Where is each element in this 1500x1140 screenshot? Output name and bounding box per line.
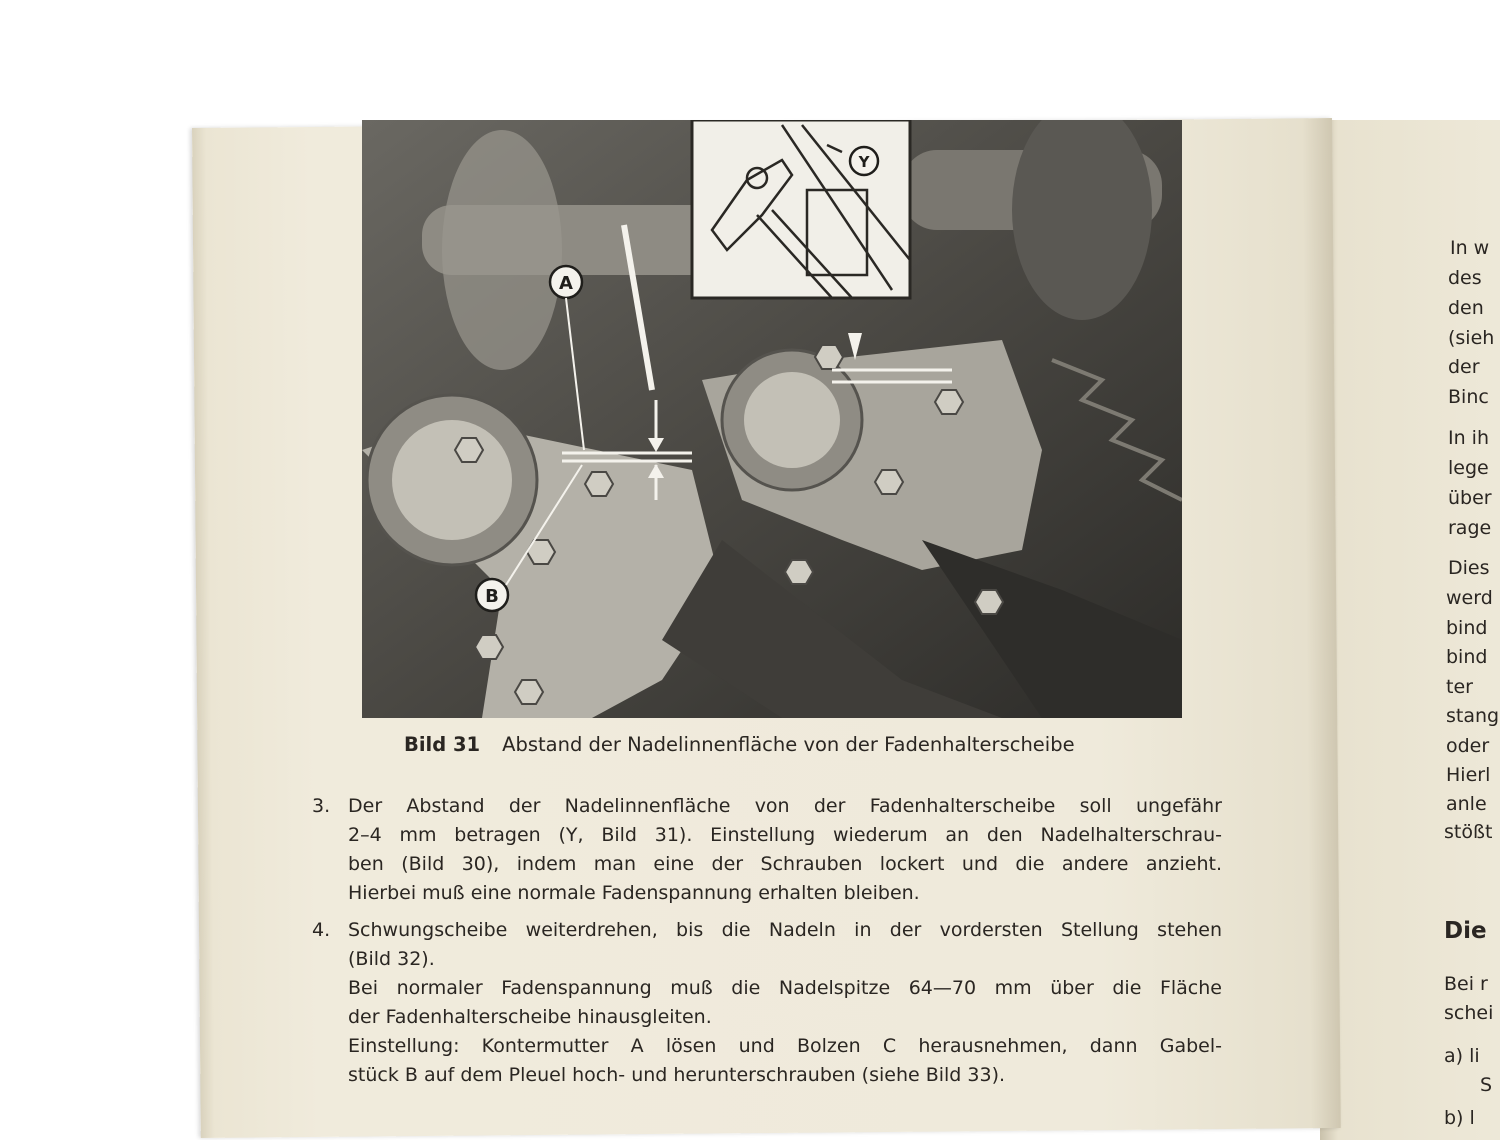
item-text (348, 792, 1222, 908)
instruction-item (312, 792, 1222, 908)
right-page-fragment: oder (1446, 735, 1490, 757)
instruction-list (312, 792, 1222, 1098)
text-line: Einstellung: Kontermutter A lösen und Bolzen C herausnehmen, dann Gabel- (348, 1035, 1222, 1057)
text-line: Bei normaler Fadenspannung muß die Nadelspitze 64—70 mm über die Fläche (348, 977, 1222, 999)
right-page-fragment: b) l (1444, 1107, 1475, 1129)
right-page-fragment: der (1448, 356, 1480, 378)
callout-y-label: Y (858, 153, 870, 171)
right-page-heading: Die (1444, 918, 1487, 944)
right-page-fragment: bind (1446, 617, 1488, 639)
text-line: Schwungscheibe weiterdrehen, bis die Nadeln in der vordersten Stellung stehen (348, 919, 1222, 941)
right-page-fragment: ter (1446, 676, 1473, 698)
right-page-fragment: anle (1446, 793, 1487, 815)
instruction-item (312, 916, 1222, 1090)
right-page-fragment: Bei r (1444, 973, 1488, 995)
callout-b-label: B (485, 586, 499, 607)
callout-a-label: A (559, 273, 573, 294)
figure-photo (362, 120, 1182, 718)
right-page-fragment: werd (1446, 587, 1493, 609)
right-page-fragment: In ih (1448, 427, 1490, 449)
caption-number: Bild 31 (404, 733, 481, 756)
text-line: 2–4 mm betragen (Y, Bild 31). Einstellung wiederum an den Nadelhalterschrau- (348, 824, 1222, 846)
right-page-fragment: Binc (1448, 386, 1489, 408)
right-page-fragment: über (1448, 487, 1492, 509)
item-number: 3. (312, 795, 331, 817)
right-page-fragment: a) li (1444, 1045, 1480, 1067)
callout-y (850, 147, 878, 175)
right-page-fragment: stößt (1444, 821, 1493, 843)
text-line: Hierbei muß eine normale Fadenspannung erhalten bleiben. (348, 882, 920, 904)
right-page-fragment: rage (1448, 517, 1492, 539)
right-page-fragment: schei (1444, 1002, 1494, 1024)
caption-text: Abstand der Nadelinnenfläche von der Fadenhalterscheibe (502, 733, 1075, 756)
right-page-fragment: Hierl (1446, 764, 1491, 786)
right-page-fragment: stang (1446, 705, 1500, 727)
machine-photo-drawing (362, 120, 1182, 718)
text-line: stück B auf dem Pleuel hoch- und herunterschrauben (siehe Bild 33). (348, 1064, 1006, 1086)
right-page-fragment: S (1480, 1074, 1493, 1096)
callout-b (476, 579, 508, 611)
text-line: Der Abstand der Nadelinnenfläche von der Fadenhalterscheibe soll ungefähr (348, 795, 1222, 817)
right-page-fragment: den (1448, 297, 1484, 319)
right-page-fragment: (sieh (1448, 327, 1495, 349)
right-page-fragment: des (1448, 267, 1482, 289)
text-line: der Fadenhalterscheibe hinausgleiten. (348, 1006, 712, 1028)
right-page-fragment: Dies (1448, 557, 1490, 579)
text-line: (Bild 32). (348, 948, 435, 970)
right-page-fragment: In w (1450, 237, 1490, 259)
figure-caption (404, 730, 1164, 760)
right-page-fragment: bind (1446, 646, 1488, 668)
item-text (348, 916, 1222, 1090)
text-line: ben (Bild 30), indem man eine der Schrauben lockert und die andere anzieht. (348, 853, 1222, 875)
right-page-fragment: lege (1448, 457, 1489, 479)
item-number: 4. (312, 919, 331, 941)
callout-a (550, 266, 582, 298)
